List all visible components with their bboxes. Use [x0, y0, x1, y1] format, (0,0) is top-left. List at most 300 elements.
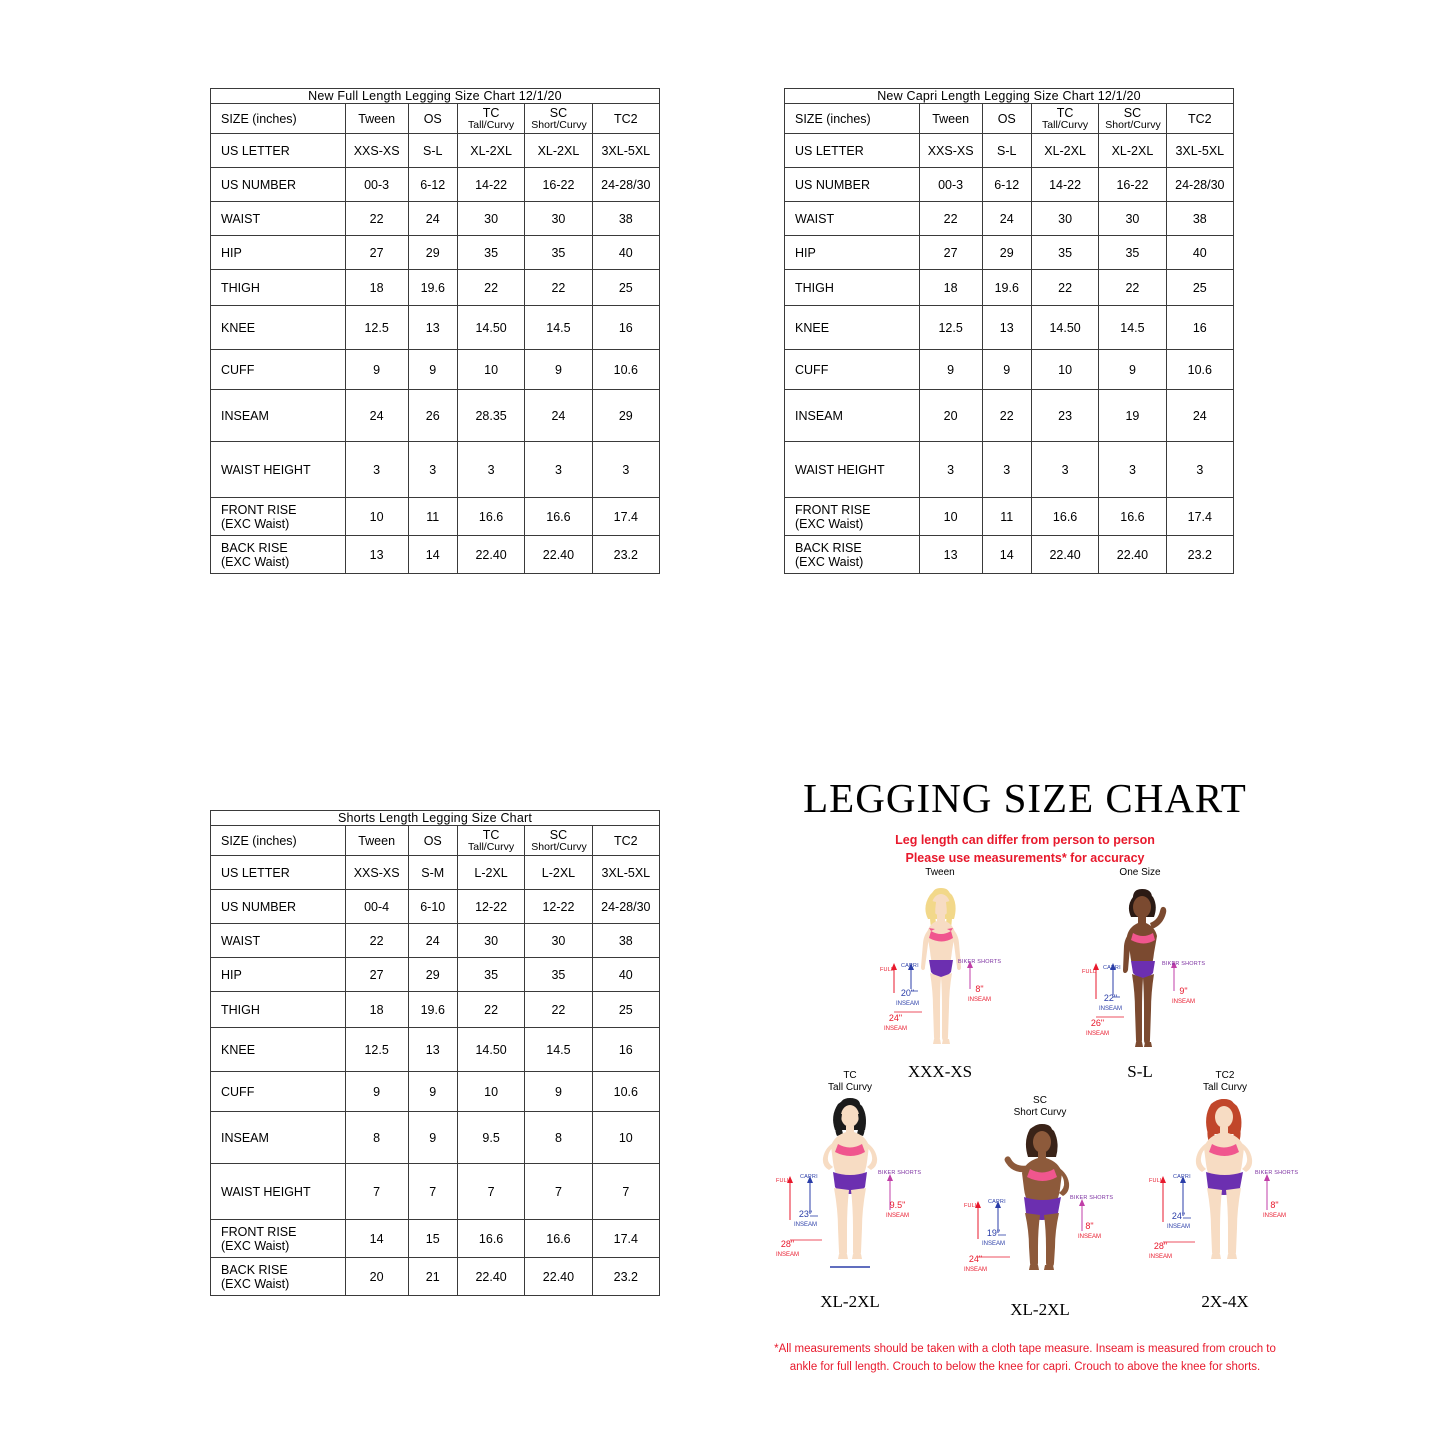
cell: 22 [457, 992, 524, 1028]
measure-capri-inseam: 23" INSEAM [794, 1209, 818, 1229]
table-row [785, 536, 1234, 574]
row-label: HIP [211, 236, 346, 270]
cell: 00-3 [919, 168, 982, 202]
cell: 6-12 [982, 168, 1031, 202]
cell: 22.40 [525, 1258, 592, 1296]
measure-capri-inseam: 19" INSEAM [982, 1228, 1006, 1248]
measure-shorts-inseam: 8" INSEAM [968, 984, 992, 1004]
column-header-os: OS [408, 826, 457, 856]
cell: 16-22 [525, 168, 592, 202]
cell: 17.4 [592, 1220, 659, 1258]
column-header-os: OS [982, 104, 1031, 134]
cell: 6-10 [408, 890, 457, 924]
column-header-sc: SC Short/Curvy [525, 826, 592, 856]
cell: 7 [592, 1164, 659, 1220]
table-title-row [785, 89, 1234, 104]
row-label: FRONT RISE (EXC Waist) [211, 498, 346, 536]
column-header-tween: Tween [345, 826, 408, 856]
measure-shorts-inseam: 9" INSEAM [1172, 986, 1196, 1006]
table-row [785, 498, 1234, 536]
figure-one-size [1070, 867, 1210, 1087]
figure-top-label: SC Short Curvy [1013, 1095, 1067, 1118]
column-header-tween: Tween [345, 104, 408, 134]
cell: 10.6 [592, 350, 659, 390]
cell: 24 [525, 390, 592, 442]
tag-biker-shorts: BIKER SHORTS [1162, 961, 1206, 967]
row-label: US NUMBER [211, 168, 346, 202]
table-title-row [211, 811, 660, 826]
measure-full-inseam: 28" INSEAM [1149, 1241, 1173, 1261]
cell: 18 [345, 270, 408, 306]
row-label: WAIST HEIGHT [785, 442, 920, 498]
row-label: WAIST [211, 202, 346, 236]
cell: 13 [408, 306, 457, 350]
cell: 14.50 [1031, 306, 1098, 350]
cell: 10.6 [592, 1072, 659, 1112]
cell: 10 [1031, 350, 1098, 390]
cell: 10 [345, 498, 408, 536]
table-title: New Capri Length Legging Size Chart 12/1/20 [785, 89, 1234, 104]
column-header-tween: Tween [919, 104, 982, 134]
cell: 16.6 [457, 498, 524, 536]
table-row [211, 992, 660, 1028]
table-row [785, 270, 1234, 306]
table-row [211, 306, 660, 350]
cell: 9 [982, 350, 1031, 390]
column-header-size: SIZE (inches) [211, 104, 346, 134]
figure-caption: 2X-4X [1201, 1292, 1249, 1311]
cell: 9 [525, 350, 592, 390]
cell: 9 [408, 1072, 457, 1112]
full-length-size-table-panel [210, 88, 660, 574]
cell: 18 [345, 992, 408, 1028]
measure-full-inseam: 26" INSEAM [1086, 1018, 1110, 1038]
table-row [785, 390, 1234, 442]
cell: 14-22 [1031, 168, 1098, 202]
cell: 40 [592, 958, 659, 992]
cell: 38 [592, 924, 659, 958]
cell: 23.2 [1166, 536, 1233, 574]
cell: 9 [525, 1072, 592, 1112]
cell: 24 [408, 202, 457, 236]
table-title: Shorts Length Legging Size Chart [211, 811, 660, 826]
cell: 24 [982, 202, 1031, 236]
row-label: US LETTER [785, 134, 920, 168]
cell: 35 [457, 958, 524, 992]
cell: S-L [408, 134, 457, 168]
row-label: THIGH [785, 270, 920, 306]
measure-capri-inseam: 20" INSEAM [896, 988, 920, 1008]
cell: 35 [525, 958, 592, 992]
row-label: THIGH [211, 992, 346, 1028]
table-header-row [211, 826, 660, 856]
figure-caption: XXX-XS [907, 1062, 973, 1081]
full-length-size-table [210, 88, 660, 574]
cell: 27 [345, 236, 408, 270]
cell: 22.40 [457, 1258, 524, 1296]
shorts-length-size-table-panel [210, 810, 660, 1296]
cell: 22 [1031, 270, 1098, 306]
cell: 3 [982, 442, 1031, 498]
cell: 17.4 [592, 498, 659, 536]
cell: 3XL-5XL [592, 134, 659, 168]
cell: 35 [525, 236, 592, 270]
table-row [211, 1220, 660, 1258]
cell: 16.6 [525, 498, 592, 536]
measure-shorts-inseam: 9.5" INSEAM [886, 1200, 910, 1220]
cell: 14.50 [457, 306, 524, 350]
cell: 35 [457, 236, 524, 270]
cell: 13 [982, 306, 1031, 350]
table-row [211, 924, 660, 958]
cell: 22.40 [1099, 536, 1166, 574]
cell: 9 [345, 1072, 408, 1112]
cell: 35 [1031, 236, 1098, 270]
row-label: WAIST HEIGHT [211, 1164, 346, 1220]
table-row [211, 350, 660, 390]
row-label: KNEE [211, 306, 346, 350]
cell: 16.6 [457, 1220, 524, 1258]
row-label: THIGH [211, 270, 346, 306]
cell: 3XL-5XL [592, 856, 659, 890]
table-row [785, 442, 1234, 498]
cell: 20 [919, 390, 982, 442]
row-label: KNEE [211, 1028, 346, 1072]
row-label: CUFF [785, 350, 920, 390]
cell: 9 [919, 350, 982, 390]
cell: 30 [457, 924, 524, 958]
table-row [211, 498, 660, 536]
tag-full: FULL [964, 1203, 979, 1209]
cell: 11 [408, 498, 457, 536]
table-row [785, 168, 1234, 202]
cell: 30 [1031, 202, 1098, 236]
cell: 19.6 [408, 992, 457, 1028]
tag-full: FULL [1082, 969, 1097, 975]
table-row [211, 1072, 660, 1112]
row-label: WAIST HEIGHT [211, 442, 346, 498]
cell: 3 [1099, 442, 1166, 498]
cell: 3 [457, 442, 524, 498]
cell: 8 [525, 1112, 592, 1164]
table-row [785, 134, 1234, 168]
cell: 16 [592, 1028, 659, 1072]
cell: 25 [1166, 270, 1233, 306]
row-label: INSEAM [785, 390, 920, 442]
row-label: BACK RISE (EXC Waist) [785, 536, 920, 574]
cell: 10 [592, 1112, 659, 1164]
table-row [211, 168, 660, 202]
cell: 9 [1099, 350, 1166, 390]
cell: 30 [1099, 202, 1166, 236]
table-row [785, 236, 1234, 270]
row-label: KNEE [785, 306, 920, 350]
cell: 22.40 [525, 536, 592, 574]
tag-capri: CAPRI [988, 1199, 1006, 1205]
cell: 3 [525, 442, 592, 498]
cell: 23.2 [592, 1258, 659, 1296]
measure-shorts-inseam: 8" INSEAM [1263, 1200, 1287, 1220]
cell: S-M [408, 856, 457, 890]
cell: L-2XL [457, 856, 524, 890]
cell: 38 [592, 202, 659, 236]
cell: S-L [982, 134, 1031, 168]
row-label: BACK RISE (EXC Waist) [211, 1258, 346, 1296]
table-header-row [211, 104, 660, 134]
cell: 6-12 [408, 168, 457, 202]
row-label: FRONT RISE (EXC Waist) [785, 498, 920, 536]
tag-capri: CAPRI [1103, 965, 1121, 971]
cell: 19.6 [408, 270, 457, 306]
row-label: INSEAM [211, 1112, 346, 1164]
cell: 30 [525, 202, 592, 236]
cell: 13 [345, 536, 408, 574]
cell: 16.6 [1031, 498, 1098, 536]
row-label: HIP [785, 236, 920, 270]
table-row [211, 1112, 660, 1164]
cell: 19.6 [982, 270, 1031, 306]
measure-full-inseam: 24" INSEAM [884, 1013, 908, 1033]
cell: 35 [1099, 236, 1166, 270]
cell: 27 [919, 236, 982, 270]
cell: 14.5 [525, 306, 592, 350]
cell: 13 [408, 1028, 457, 1072]
cell: 16.6 [525, 1220, 592, 1258]
cell: 30 [457, 202, 524, 236]
cell: 10 [919, 498, 982, 536]
table-row [785, 350, 1234, 390]
cell: L-2XL [525, 856, 592, 890]
measure-shorts-inseam: 8" INSEAM [1078, 1221, 1102, 1241]
table-title: New Full Length Legging Size Chart 12/1/20 [211, 89, 660, 104]
cell: 20 [345, 1258, 408, 1296]
cell: 16.6 [1099, 498, 1166, 536]
cell: 12.5 [345, 1028, 408, 1072]
table-title-row [211, 89, 660, 104]
column-header-tc2: TC2 [1166, 104, 1233, 134]
cell: 3 [592, 442, 659, 498]
capri-length-size-table-panel [784, 88, 1234, 574]
table-row [211, 1164, 660, 1220]
tag-biker-shorts: BIKER SHORTS [958, 959, 1002, 965]
chart-heading: LEGGING SIZE CHART [803, 775, 1247, 821]
footer-line-1: *All measurements should be taken with a cloth tape measure. Inseam is measured from crouch to [774, 1343, 1276, 1355]
table-row [211, 890, 660, 924]
cell: 13 [919, 536, 982, 574]
row-label: US NUMBER [785, 168, 920, 202]
cell: 7 [408, 1164, 457, 1220]
figure-top-label: One Size [1119, 867, 1161, 878]
shorts-length-size-table [210, 810, 660, 1296]
cell: XL-2XL [457, 134, 524, 168]
column-header-tc2: TC2 [592, 104, 659, 134]
table-header-row [785, 104, 1234, 134]
tag-capri: CAPRI [800, 1174, 818, 1180]
column-header-tc2: TC2 [592, 826, 659, 856]
figure-tall-curvy [770, 1070, 930, 1310]
row-label: CUFF [211, 1072, 346, 1112]
tag-biker-shorts: BIKER SHORTS [878, 1170, 922, 1176]
row-label: US LETTER [211, 856, 346, 890]
cell: 3 [408, 442, 457, 498]
figure-top-label: TC Tall Curvy [828, 1070, 872, 1093]
cell: 25 [592, 992, 659, 1028]
cell: 14.50 [457, 1028, 524, 1072]
cell: 22 [345, 924, 408, 958]
table-row [211, 202, 660, 236]
tag-capri: CAPRI [901, 963, 919, 969]
cell: 12.5 [919, 306, 982, 350]
cell: 22 [525, 992, 592, 1028]
column-header-sc: SC Short/Curvy [525, 104, 592, 134]
cell: 16 [1166, 306, 1233, 350]
cell: 14.5 [525, 1028, 592, 1072]
cell: 10 [457, 350, 524, 390]
cell: 29 [982, 236, 1031, 270]
cell: XXS-XS [919, 134, 982, 168]
table-row [785, 202, 1234, 236]
cell: 24 [408, 924, 457, 958]
cell: 9 [345, 350, 408, 390]
cell: 24-28/30 [592, 168, 659, 202]
cell: XL-2XL [525, 134, 592, 168]
cell: 23 [1031, 390, 1098, 442]
cell: 22 [1099, 270, 1166, 306]
cell: 24 [345, 390, 408, 442]
chart-subtitle [730, 831, 1320, 867]
column-header-tc: TC Tall/Curvy [1031, 104, 1098, 134]
cell: 9 [408, 350, 457, 390]
cell: XXS-XS [345, 134, 408, 168]
cell: 22 [345, 202, 408, 236]
table-row [211, 236, 660, 270]
tag-biker-shorts: BIKER SHORTS [1070, 1195, 1114, 1201]
cell: 29 [408, 236, 457, 270]
cell: 28.35 [457, 390, 524, 442]
cell: 3 [1166, 442, 1233, 498]
cell: 22.40 [1031, 536, 1098, 574]
tag-capri: CAPRI [1173, 1174, 1191, 1180]
row-label: US NUMBER [211, 890, 346, 924]
cell: 7 [345, 1164, 408, 1220]
cell: 14 [982, 536, 1031, 574]
tag-full: FULL [880, 967, 895, 973]
table-row [211, 536, 660, 574]
cell: 25 [592, 270, 659, 306]
column-header-os: OS [408, 104, 457, 134]
cell: 21 [408, 1258, 457, 1296]
cell: 7 [525, 1164, 592, 1220]
table-row [211, 270, 660, 306]
cell: 16-22 [1099, 168, 1166, 202]
cell: 14.5 [1099, 306, 1166, 350]
tag-biker-shorts: BIKER SHORTS [1255, 1170, 1299, 1176]
cell: 12.5 [345, 306, 408, 350]
figure-tween [870, 867, 1010, 1087]
row-label: BACK RISE (EXC Waist) [211, 536, 346, 574]
cell: 26 [408, 390, 457, 442]
tag-full: FULL [1149, 1178, 1164, 1184]
cell: 12-22 [525, 890, 592, 924]
cell: 24-28/30 [592, 890, 659, 924]
cell: 9.5 [457, 1112, 524, 1164]
cell: 11 [982, 498, 1031, 536]
cell: 24-28/30 [1166, 168, 1233, 202]
cell: 3 [345, 442, 408, 498]
row-label: CUFF [211, 350, 346, 390]
cell: 10 [457, 1072, 524, 1112]
row-label: WAIST [211, 924, 346, 958]
cell: 18 [919, 270, 982, 306]
cell: 14-22 [457, 168, 524, 202]
column-header-sc: SC Short/Curvy [1099, 104, 1166, 134]
cell: 00-4 [345, 890, 408, 924]
cell: 15 [408, 1220, 457, 1258]
footer-line-2: ankle for full length. Crouch to below the knee for capri. Crouch to above the knee for shorts. [789, 1361, 1261, 1374]
tag-full: FULL [776, 1178, 791, 1184]
table-row [211, 390, 660, 442]
cell: 38 [1166, 202, 1233, 236]
cell: 7 [457, 1164, 524, 1220]
cell: 3 [1031, 442, 1098, 498]
row-label: INSEAM [211, 390, 346, 442]
cell: XL-2XL [1031, 134, 1098, 168]
figure-top-label: TC2 Tall Curvy [1203, 1070, 1247, 1093]
cell: 29 [592, 390, 659, 442]
column-header-size: SIZE (inches) [211, 826, 346, 856]
one-size-body-illustration [1070, 881, 1210, 1071]
figure-top-label: Tween [925, 867, 955, 878]
table-row [211, 958, 660, 992]
table-row [211, 1028, 660, 1072]
cell: 14 [345, 1220, 408, 1258]
legging-size-chart-illustration-panel [730, 770, 1320, 1390]
cell: XXS-XS [345, 856, 408, 890]
cell: 8 [345, 1112, 408, 1164]
cell: 22 [919, 202, 982, 236]
cell: 12-22 [457, 890, 524, 924]
table-row [211, 856, 660, 890]
tween-body-illustration [870, 881, 1010, 1066]
table-row [785, 306, 1234, 350]
row-label: US LETTER [211, 134, 346, 168]
cell: 14 [408, 536, 457, 574]
cell: 40 [592, 236, 659, 270]
measure-capri-inseam: 22" INSEAM [1099, 993, 1123, 1013]
cell: 17.4 [1166, 498, 1233, 536]
figure-caption: XL-2XL [1010, 1300, 1070, 1319]
column-header-tc: TC Tall/Curvy [457, 104, 524, 134]
chart-subtitle-line2: Please use measurements* for accuracy [905, 851, 1145, 866]
cell: 29 [408, 958, 457, 992]
figure-caption: S-L [1127, 1062, 1153, 1081]
cell: 16 [592, 306, 659, 350]
column-header-size: SIZE (inches) [785, 104, 920, 134]
column-header-tc: TC Tall/Curvy [457, 826, 524, 856]
cell: 3XL-5XL [1166, 134, 1233, 168]
row-label: WAIST [785, 202, 920, 236]
cell: 40 [1166, 236, 1233, 270]
cell: 30 [525, 924, 592, 958]
measure-full-inseam: 24" INSEAM [964, 1254, 988, 1274]
table-row [211, 134, 660, 168]
figure-short-curvy [960, 1095, 1120, 1325]
table-row [211, 1258, 660, 1296]
cell: 22 [525, 270, 592, 306]
cell: 3 [919, 442, 982, 498]
cell: XL-2XL [1099, 134, 1166, 168]
cell: 10.6 [1166, 350, 1233, 390]
